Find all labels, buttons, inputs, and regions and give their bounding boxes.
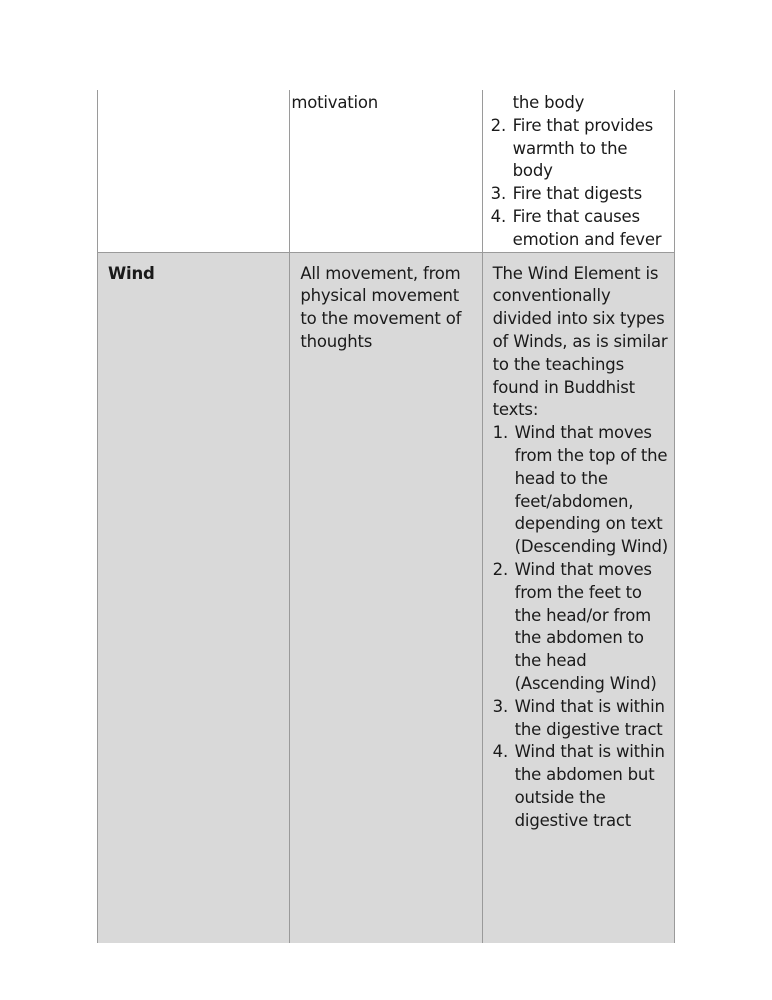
list-item-text: Wind that is within the abdomen but outside the digestive tract: [514, 742, 665, 830]
element-cell: [98, 252, 290, 943]
list-item: [493, 559, 670, 696]
description-cell: [482, 252, 674, 943]
list-number: 1.: [492, 423, 508, 443]
list-item-text: Wind that is within the digestive tract: [514, 696, 665, 739]
element-name: Wind: [108, 263, 155, 283]
element-cell: [98, 90, 290, 252]
list-item: [493, 741, 670, 832]
table-row-fire-continuation: [98, 90, 675, 252]
table-row-wind: [98, 252, 675, 943]
description-cell: [482, 90, 674, 252]
list-item-text: Wind that moves from the feet to the head/or from the abdomen to the head (Ascending Wind): [514, 559, 657, 693]
list-item: [493, 696, 670, 742]
list-item: [491, 183, 672, 206]
list-item-text: Wind that moves from the top of the head to the feet/abdomen, depending on text (Descending Wind): [514, 423, 668, 557]
function-cell: motivation: [290, 90, 482, 252]
list-item: [491, 206, 672, 252]
list-item-continuation: the body: [512, 93, 585, 112]
elements-table: [97, 90, 675, 943]
function-cell: All movement, from physical movement to the movement of thoughts: [290, 252, 482, 943]
list-number: 3.: [490, 184, 506, 204]
list-number: 4.: [492, 742, 508, 762]
fire-types-list: [491, 115, 672, 252]
list-number: 2.: [492, 559, 508, 579]
list-item: [493, 422, 670, 559]
list-number: 4.: [490, 206, 506, 226]
list-item-text: Fire that provides warmth to the body: [512, 115, 654, 181]
description-intro: The Wind Element is conventionally divided into six types of Winds, as is similar to the teachings found in Buddhist texts:: [492, 263, 668, 420]
list-item: [491, 115, 672, 183]
wind-types-list: [493, 422, 670, 832]
list-number: 3.: [492, 696, 508, 716]
list-item-text: Fire that causes emotion and fever: [512, 206, 662, 249]
list-item-text: Fire that digests: [512, 184, 643, 204]
list-number: 2.: [490, 115, 506, 135]
